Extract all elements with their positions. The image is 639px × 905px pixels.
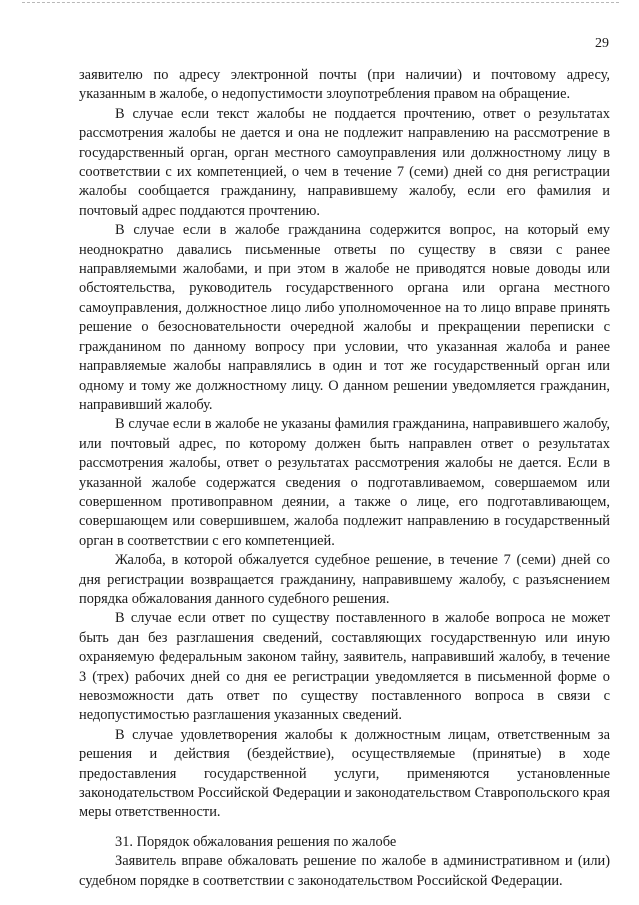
document-body — [79, 66, 610, 891]
paragraph-missing-name-address: В случае если в жалобе не указаны фамилия гражданина, направившего жалобу, или почтовый адрес, по которому должен быть направлен ответ о результатах рассмотрения жалобы, ответ о результатах рассмотрения жалобы не дается. Если в указанной жалобе содержатся сведения о подготавливаемом, совершаемом или совершенном противоправном деянии, а также о лице, его подготавливающем, совершающем или совершившем, жалоба подлежит направлению в государственный орган в соответствии с его компетенцией. — [79, 416, 610, 549]
page-number: 29 — [595, 36, 609, 51]
paragraph-appeal-right: Заявитель вправе обжаловать решение по жалобе в административном и (или) судебном порядке в соответствии с законодательством Российской Федерации. — [79, 853, 610, 889]
paragraph-unreadable-complaint: В случае если текст жалобы не поддается прочтению, ответ о результатах рассмотрения жалобы не дается и она не подлежит направлению на рассмотрение в государственный орган, орган местного самоуправления или должностному лицу в соответствии с их компетенцией, о чем в течение 7 (семи) дней со дня регистрации жалобы сообщается гражданину, направившему жалобу, если его фамилия и почтовый адрес поддаются прочтению. — [79, 105, 610, 219]
paragraph-court-decision: Жалоба, в которой обжалуется судебное решение, в течение 7 (семи) дней со дня регистрации возвращается гражданину, направившему жалобу, с разъяснением порядка обжалования данного судебного решения. — [79, 552, 610, 607]
paragraph-liability: В случае удовлетворения жалобы к должностным лицам, ответственным за решения и действия (бездействие), осуществляемые (принятые) в ходе предоставления государственной услуги, применяются установленные законодательством Российской Федерации и законодательством Ставропольского края меры ответственности. — [79, 726, 610, 821]
paragraph-continuation: заявителю по адресу электронной почты (при наличии) и почтовому адресу, указанным в жалобе, о недопустимости злоупотребления правом на обращение. — [79, 67, 610, 103]
paragraph-state-secret: В случае если ответ по существу поставленного в жалобе вопроса не может быть дан без разглашения сведений, составляющих государственную или иную охраняемую федеральным законом тайну, заявитель, направивший жалобу, в течение 3 (трех) рабочих дней со дня ее регистрации уведомляется в письменной форме о невозможности дать ответ по существу поставленного вопроса в связи с недопустимостью разглашения указанных сведений. — [79, 610, 610, 724]
scan-top-edge — [22, 2, 619, 3]
paragraph-repeated-question: В случае если в жалобе гражданина содержится вопрос, на который ему неоднократно давались письменные ответы по существу в связи с ранее направляемыми жалобами, и при этом в жалобе не приводятся новые доводы или обстоятельства, руководитель государственного органа или органа местного самоуправления, должностное лицо либо уполномоченное на то лицо вправе принять решение о безосновательности очередной жалобы и прекращении переписки с гражданином по данному вопросу при условии, что указанная жалоба и ранее направляемые жалобы направлялись в один и тот же государственный орган или одному и тому же должностному лицу. О данном решении уведомляется гражданин, направивший жалобу. — [79, 222, 610, 413]
section-heading-31: 31. Порядок обжалования решения по жалобе — [115, 833, 397, 850]
